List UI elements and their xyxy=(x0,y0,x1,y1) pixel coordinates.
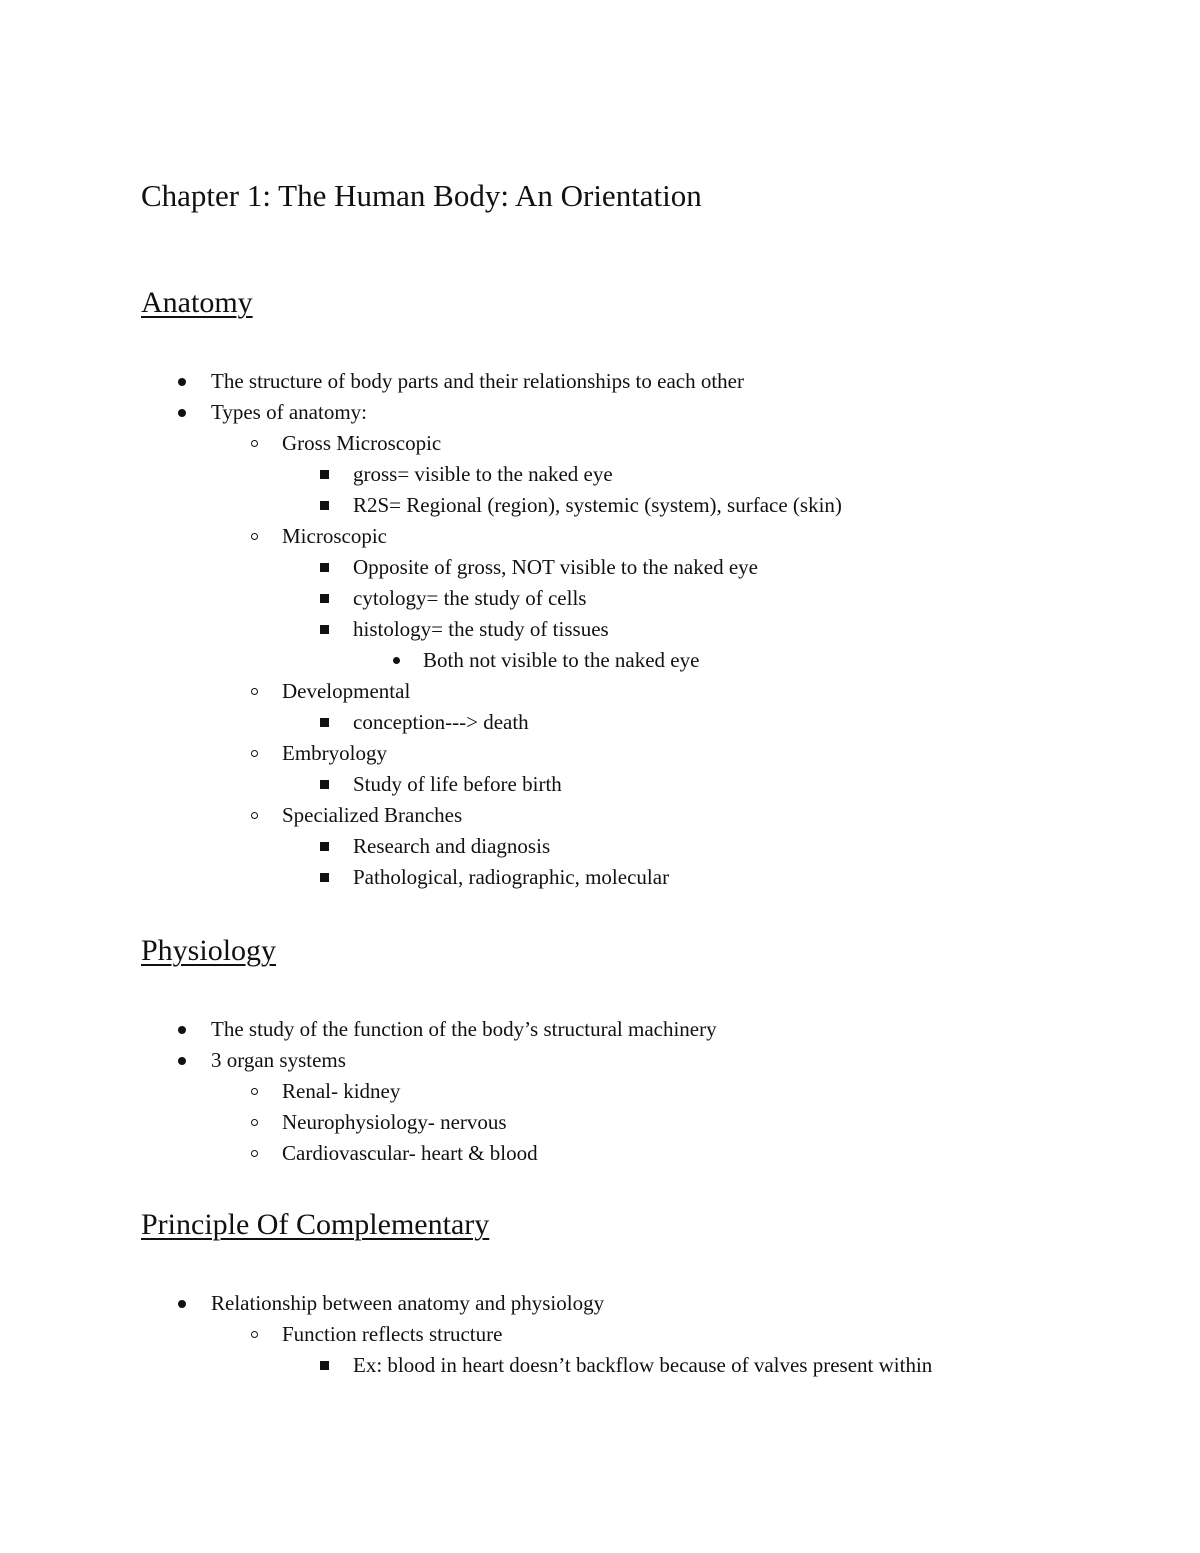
bullet-dot-icon xyxy=(175,1045,189,1076)
bullet-dot-icon xyxy=(389,645,403,676)
bullet-dot-icon xyxy=(175,1014,189,1045)
list-item-text: Gross Microscopic xyxy=(282,431,442,455)
list-item-text: Both not visible to the naked eye xyxy=(423,648,700,672)
list-item-text: Ex: blood in heart doesn’t backflow because of valves present within xyxy=(353,1353,933,1377)
list-item-text: cytology= the study of cells xyxy=(353,586,587,610)
bullet-circle-icon xyxy=(247,1076,261,1107)
list-item-text: Embryology xyxy=(282,741,387,765)
list-item-text: Types of anatomy: xyxy=(211,400,367,424)
list-item-text: Renal- kidney xyxy=(282,1079,401,1103)
list-item-text: R2S= Regional (region), systemic (system), surface (skin) xyxy=(353,493,842,517)
bullet-square-icon xyxy=(317,862,331,893)
bullet-circle-icon xyxy=(247,738,261,769)
list-item-text: gross= visible to the naked eye xyxy=(353,462,613,486)
list-item-text: Cardiovascular- heart & blood xyxy=(282,1141,538,1165)
list-item-text: The study of the function of the body’s structural machinery xyxy=(211,1017,717,1041)
bullet-circle-icon xyxy=(247,800,261,831)
heading-anatomy: Anatomy xyxy=(141,286,253,319)
bullet-square-icon xyxy=(317,459,331,490)
list-item-text: 3 organ systems xyxy=(211,1048,346,1072)
bullet-dot-icon xyxy=(175,366,189,397)
list-item-text: histology= the study of tissues xyxy=(353,617,609,641)
list-item-text: Microscopic xyxy=(282,524,387,548)
list-item-text: Neurophysiology- nervous xyxy=(282,1110,507,1134)
list-item-text: The structure of body parts and their relationships to each other xyxy=(211,369,744,393)
bullet-circle-icon xyxy=(247,1319,261,1350)
bullet-circle-icon xyxy=(247,1138,261,1169)
bullet-dot-icon xyxy=(175,1288,189,1319)
list-item-text: Relationship between anatomy and physiology xyxy=(211,1291,605,1315)
list-item-text: conception---> death xyxy=(353,710,529,734)
list-item-text: Developmental xyxy=(282,679,411,703)
bullet-circle-icon xyxy=(247,521,261,552)
list-item-text: Research and diagnosis xyxy=(353,834,551,858)
bullet-square-icon xyxy=(317,1350,331,1381)
list-item-text: Specialized Branches xyxy=(282,803,463,827)
bullet-square-icon xyxy=(317,769,331,800)
bullet-square-icon xyxy=(317,707,331,738)
bullet-circle-icon xyxy=(247,676,261,707)
bullet-square-icon xyxy=(317,831,331,862)
list-item-text: Opposite of gross, NOT visible to the naked eye xyxy=(353,555,758,579)
bullet-square-icon xyxy=(317,614,331,645)
bullet-circle-icon xyxy=(247,1107,261,1138)
bullet-square-icon xyxy=(317,552,331,583)
bullet-square-icon xyxy=(317,490,331,521)
page-title: Chapter 1: The Human Body: An Orientation xyxy=(141,178,702,213)
list-item-text: Pathological, radiographic, molecular xyxy=(353,865,670,889)
bullet-square-icon xyxy=(317,583,331,614)
list-item-text: Study of life before birth xyxy=(353,772,562,796)
bullet-dot-icon xyxy=(175,397,189,428)
heading-principle-of-complementary: Principle Of Complementary xyxy=(141,1208,490,1241)
bullet-circle-icon xyxy=(247,428,261,459)
heading-physiology: Physiology xyxy=(141,934,277,967)
list-item-text: Function reflects structure xyxy=(282,1322,503,1346)
